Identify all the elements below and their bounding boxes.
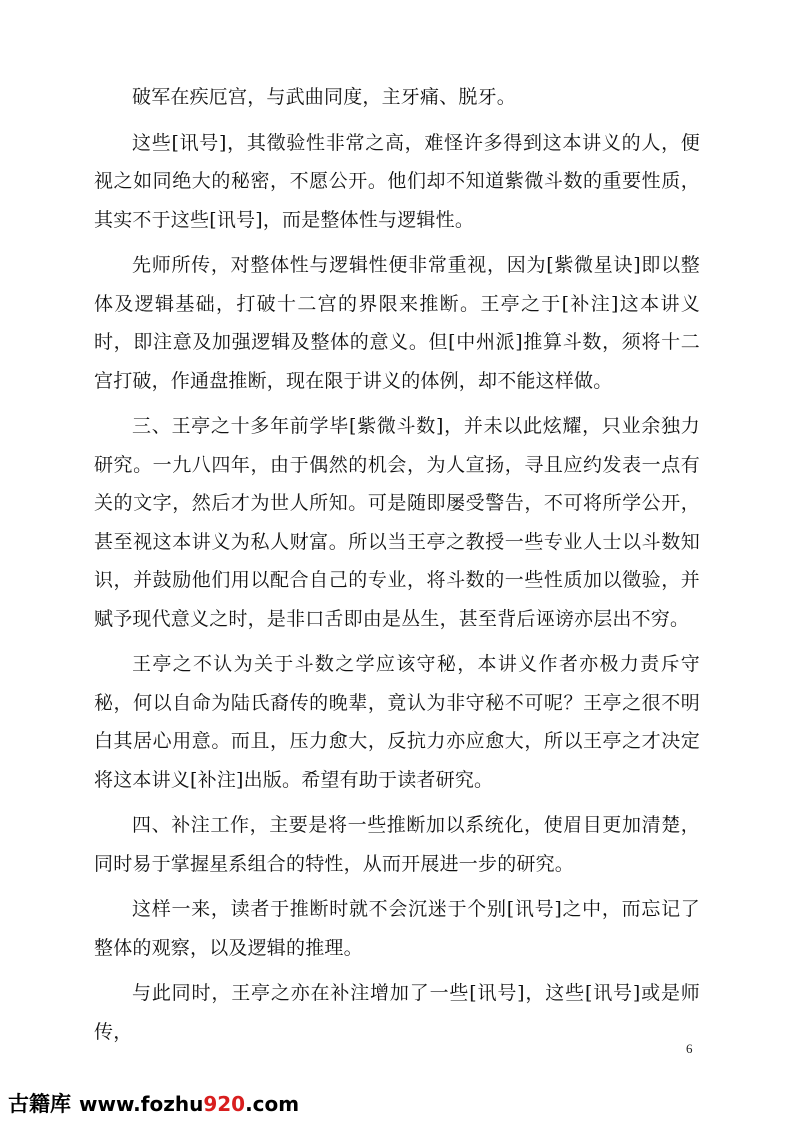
paragraph-5: 王亭之不认为关于斗数之学应该守秘，本讲义作者亦极力责斥守秘，何以自命为陆氏裔传的晚辈，竟认为非守秘不可呢？王亭之很不明白其居心用意。而且，压力愈大，反抗力亦应愈大，所以王亭之才决定将这本讲义[补注]出版。希望有助于读者研究。 <box>94 653 700 791</box>
watermark-url-highlight: 920 <box>203 1092 246 1116</box>
watermark-url-suffix: .com <box>245 1092 300 1116</box>
watermark <box>8 1088 299 1118</box>
paragraph-3: 先师所传，对整体性与逻辑性便非常重视，因为[紫微星诀]即以整体及逻辑基础，打破十二宫的界限来推断。王亭之于[补注]这本讲义时，即注意及加强逻辑及整体的意义。但[中州派]推算斗数，须将十二宫打破，作通盘推断，现在限于讲义的体例，却不能这样做。 <box>94 254 700 392</box>
watermark-brand: 古籍库 <box>8 1092 71 1116</box>
paragraph-1: 破军在疾厄宫，与武曲同度，主牙痛、脱牙。 <box>132 86 517 108</box>
paragraph-4: 三、王亭之十多年前学毕[紫微斗数]，并未以此炫耀，只业余独力研究。一九八四年，由于偶然的机会，为人宣扬，寻且应约发表一点有关的文字，然后才为世人所知。可是随即屡受警告，不可将所学公开，甚至视这本讲义为私人财富。所以当王亭之教授一些专业人士以斗数知识，并鼓励他们用以配合自己的专业，将斗数的一些性质加以徵验，并赋予现代意义之时，是非口舌即由是丛生，甚至背后诬谤亦层出不穷。 <box>94 415 700 630</box>
body-text <box>94 78 700 1058</box>
paragraph-6: 四、补注工作，主要是将一些推断加以系统化，使眉目更加清楚，同时易于掌握星系组合的特性，从而开展进一步的研究。 <box>94 814 700 875</box>
watermark-url-prefix: www.fozhu <box>79 1092 204 1116</box>
watermark-url <box>79 1092 299 1116</box>
paragraph-8: 与此同时，王亭之亦在补注增加了一些[讯号]，这些[讯号]或是师传， <box>94 982 700 1043</box>
paragraph-2: 这些[讯号]，其徵验性非常之高，难怪许多得到这本讲义的人，便视之如同绝大的秘密，不愿公开。他们却不知道紫微斗数的重要性质，其实不于这些[讯号]，而是整体性与逻辑性。 <box>94 131 700 231</box>
paragraph-7: 这样一来，读者于推断时就不会沉迷于个别[讯号]之中，而忘记了整体的观察，以及逻辑的推理。 <box>94 898 700 959</box>
page-number: 6 <box>686 1041 693 1056</box>
